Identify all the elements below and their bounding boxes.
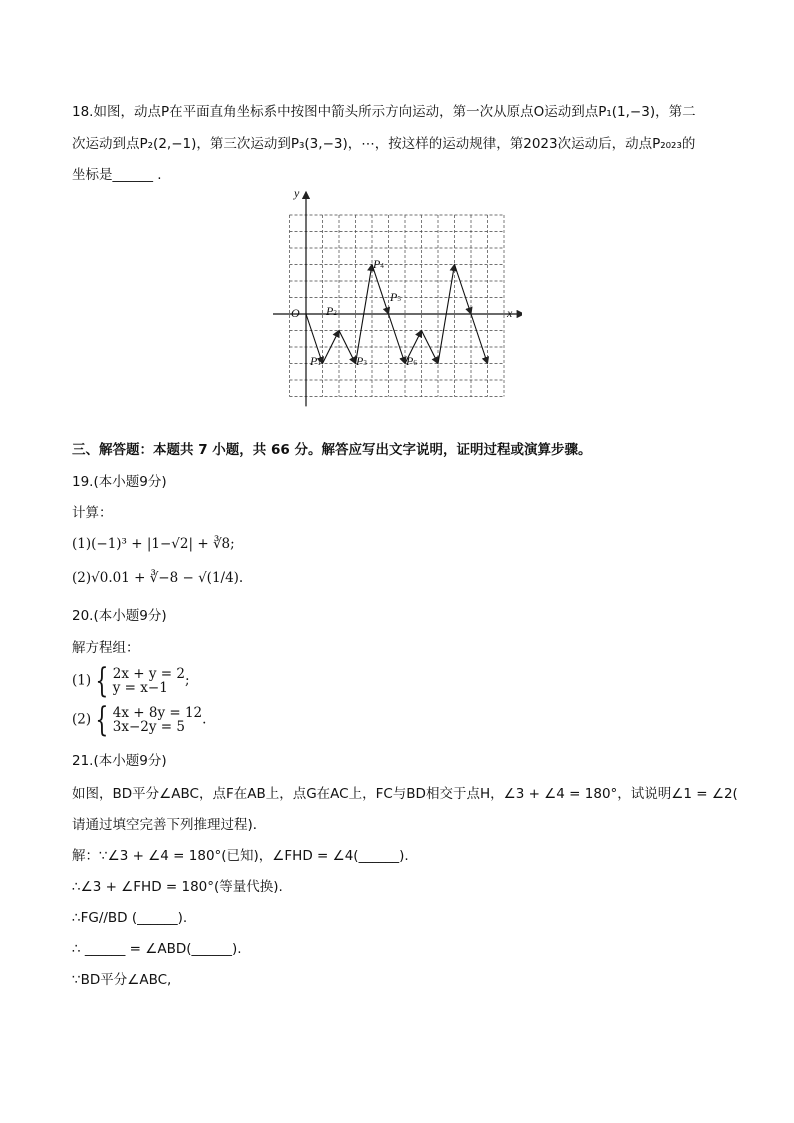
q20-heading: 20.(本小题9分): [72, 608, 167, 624]
q21-step1: 解：∵∠3 + ∠4 = 180°(已知)，∠FHD = ∠4(______).: [72, 848, 409, 864]
point-label-p2: P2: [326, 304, 337, 318]
q18-line3: 坐标是______ .: [72, 167, 162, 183]
q21-step5: ∵BD平分∠ABC,: [72, 972, 172, 988]
point-label-p4: P4: [373, 257, 384, 271]
q20-system2: (2) { 4x + 8y = 12 3x−2y = 5 .: [72, 700, 207, 740]
q20-prompt: 解方程组：: [72, 640, 140, 656]
motion-segment: [389, 314, 406, 364]
point-label-p6: P6: [406, 354, 417, 368]
motion-segment: [455, 265, 472, 315]
q19-heading: 19.(本小题9分): [72, 474, 167, 490]
q21-step3: ∴FG//BD (______).: [72, 910, 188, 926]
point-label-p1: P1: [310, 354, 321, 368]
q20-system1: (1) { 2x + y = 2 y = x−1 ;: [72, 661, 190, 701]
motion-segment: [471, 314, 488, 364]
q19-part1: (1)(−1)³ + |1−√2| + ∛8;: [72, 536, 235, 552]
x-axis-label: x: [507, 306, 513, 320]
point-label-p5: P5: [390, 290, 401, 304]
q19-part2: (2)√0.01 + ∛−8 − √(1/4).: [72, 570, 244, 586]
q21-step4: ∴ ______ = ∠ABD(______).: [72, 941, 242, 957]
point-label-p3: P3: [356, 354, 367, 368]
q18-line2: 次运动到点P₂(2,−1)，第三次运动到P₃(3,−3)，⋯，按这样的运动规律，第2023次运动后，动点P₂₀₂₃的: [72, 136, 696, 152]
q21-step2: ∴∠3 + ∠FHD = 180°(等量代换).: [72, 879, 283, 895]
origin-label: O: [291, 306, 300, 320]
q19-prompt: 计算：: [72, 505, 113, 521]
coordinate-figure: [272, 184, 522, 410]
q18-line1: 18.如图，动点P在平面直角坐标系中按图中箭头所示方向运动，第一次从原点O运动到点P₁(1,−3)，第二: [72, 104, 696, 120]
section-3-heading: 三、解答题：本题共 7 小题，共 66 分。解答应写出文字说明，证明过程或演算步骤。: [72, 442, 592, 458]
q21-heading: 21.(本小题9分): [72, 753, 167, 769]
y-axis-label: y: [294, 186, 300, 200]
q21-line1: 如图，BD平分∠ABC，点F在AB上，点G在AC上，FC与BD相交于点H，∠3 + ∠4 = 180°，试说明∠1 = ∠2(: [72, 786, 738, 802]
q21-line2: 请通过填空完善下列推理过程)．: [72, 817, 267, 833]
